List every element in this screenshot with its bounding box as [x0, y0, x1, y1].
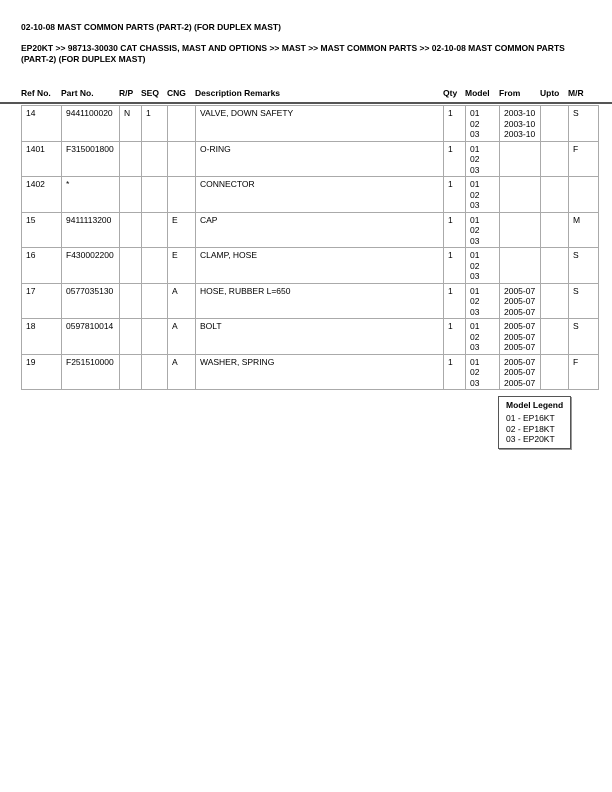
- cell-cng: E: [168, 212, 196, 248]
- cell-upto: [541, 248, 569, 284]
- cell-mr: S: [569, 248, 599, 284]
- cell-part-no: *: [62, 177, 120, 213]
- page-title: 02-10-08 MAST COMMON PARTS (PART-2) (FOR DUPLEX MAST): [21, 22, 281, 32]
- cell-rp: [120, 283, 142, 319]
- cell-rp: [120, 177, 142, 213]
- cell-ref-no: 16: [22, 248, 62, 284]
- cell-part-no: 9411113200: [62, 212, 120, 248]
- cell-description: O-RING: [196, 141, 444, 177]
- cell-from: 2005-07 2005-07 2005-07: [500, 319, 541, 355]
- cell-from: [500, 177, 541, 213]
- cell-cng: [168, 106, 196, 142]
- model-legend: [498, 396, 571, 449]
- cell-seq: 1: [142, 106, 168, 142]
- cell-qty: 1: [444, 177, 466, 213]
- column-header-seq: SEQ: [141, 88, 159, 98]
- cell-model: 01 02 03: [466, 354, 500, 390]
- legend-item: 03 - EP20KT: [506, 434, 555, 444]
- breadcrumb: EP20KT >> 98713-30030 CAT CHASSIS, MAST AND OPTIONS >> MAST >> MAST COMMON PARTS >> 02-10-08 MAST COMMON PARTS (PART-2) (FOR DUPLEX MAST): [21, 43, 565, 64]
- cell-qty: 1: [444, 212, 466, 248]
- cell-from: 2003-10 2003-10 2003-10: [500, 106, 541, 142]
- cell-seq: [142, 283, 168, 319]
- cell-from: [500, 212, 541, 248]
- cell-model: 01 02 03: [466, 141, 500, 177]
- cell-description: CONNECTOR: [196, 177, 444, 213]
- cell-part-no: F430002200: [62, 248, 120, 284]
- cell-mr: M: [569, 212, 599, 248]
- cell-mr: S: [569, 283, 599, 319]
- cell-mr: F: [569, 141, 599, 177]
- cell-upto: [541, 177, 569, 213]
- cell-cng: A: [168, 319, 196, 355]
- cell-qty: 1: [444, 106, 466, 142]
- cell-seq: [142, 212, 168, 248]
- column-header-cng: CNG: [167, 88, 186, 98]
- column-header-ref-no: Ref No.: [21, 88, 51, 98]
- cell-cng: A: [168, 283, 196, 319]
- cell-model: 01 02 03: [466, 212, 500, 248]
- column-header-mr: M/R: [568, 88, 584, 98]
- legend-title: Model Legend: [506, 400, 564, 410]
- cell-upto: [541, 212, 569, 248]
- cell-seq: [142, 354, 168, 390]
- cell-upto: [541, 354, 569, 390]
- header-divider: [0, 102, 612, 104]
- column-header-upto: Upto: [540, 88, 560, 98]
- cell-cng: E: [168, 248, 196, 284]
- cell-seq: [142, 319, 168, 355]
- cell-rp: [120, 212, 142, 248]
- column-header-from: From: [499, 88, 521, 98]
- table-row: [22, 283, 599, 319]
- cell-model: 01 02 03: [466, 106, 500, 142]
- cell-part-no: 0577035130: [62, 283, 120, 319]
- cell-mr: S: [569, 106, 599, 142]
- cell-rp: [120, 248, 142, 284]
- cell-ref-no: 19: [22, 354, 62, 390]
- cell-seq: [142, 141, 168, 177]
- cell-rp: [120, 354, 142, 390]
- cell-cng: A: [168, 354, 196, 390]
- cell-part-no: F251510000: [62, 354, 120, 390]
- cell-part-no: F315001800: [62, 141, 120, 177]
- cell-ref-no: 1401: [22, 141, 62, 177]
- table-row: [22, 177, 599, 213]
- cell-model: 01 02 03: [466, 248, 500, 284]
- cell-mr: S: [569, 319, 599, 355]
- cell-ref-no: 14: [22, 106, 62, 142]
- content-flow: [21, 105, 601, 449]
- cell-upto: [541, 106, 569, 142]
- cell-from: 2005-07 2005-07 2005-07: [500, 354, 541, 390]
- cell-model: 01 02 03: [466, 283, 500, 319]
- cell-ref-no: 1402: [22, 177, 62, 213]
- cell-upto: [541, 319, 569, 355]
- cell-upto: [541, 141, 569, 177]
- table-row: [22, 319, 599, 355]
- cell-cng: [168, 141, 196, 177]
- cell-ref-no: 18: [22, 319, 62, 355]
- cell-seq: [142, 248, 168, 284]
- cell-ref-no: 15: [22, 212, 62, 248]
- cell-part-no: 9441100020: [62, 106, 120, 142]
- column-header-description: Description Remarks: [195, 88, 281, 98]
- cell-from: [500, 141, 541, 177]
- cell-qty: 1: [444, 319, 466, 355]
- cell-model: 01 02 03: [466, 177, 500, 213]
- cell-from: [500, 248, 541, 284]
- cell-rp: N: [120, 106, 142, 142]
- cell-description: HOSE, RUBBER L=650: [196, 283, 444, 319]
- cell-description: BOLT: [196, 319, 444, 355]
- cell-ref-no: 17: [22, 283, 62, 319]
- cell-mr: F: [569, 354, 599, 390]
- cell-description: CAP: [196, 212, 444, 248]
- cell-rp: [120, 141, 142, 177]
- table-row: [22, 106, 599, 142]
- column-header-qty: Qty: [443, 88, 458, 98]
- cell-part-no: 0597810014: [62, 319, 120, 355]
- table-row: [22, 212, 599, 248]
- table-row: [22, 354, 599, 390]
- cell-model: 01 02 03: [466, 319, 500, 355]
- legend-item: 01 - EP16KT: [506, 413, 555, 423]
- table-row: [22, 141, 599, 177]
- parts-table: [21, 105, 599, 390]
- cell-description: VALVE, DOWN SAFETY: [196, 106, 444, 142]
- cell-from: 2005-07 2005-07 2005-07: [500, 283, 541, 319]
- cell-qty: 1: [444, 248, 466, 284]
- cell-qty: 1: [444, 354, 466, 390]
- legend-item: 02 - EP18KT: [506, 423, 555, 434]
- cell-qty: 1: [444, 283, 466, 319]
- cell-rp: [120, 319, 142, 355]
- cell-description: CLAMP, HOSE: [196, 248, 444, 284]
- cell-cng: [168, 177, 196, 213]
- cell-mr: [569, 177, 599, 213]
- column-header-model: Model: [465, 88, 490, 98]
- column-header-part-no: Part No.: [61, 88, 94, 98]
- cell-qty: 1: [444, 141, 466, 177]
- cell-upto: [541, 283, 569, 319]
- cell-seq: [142, 177, 168, 213]
- table-row: [22, 248, 599, 284]
- column-header-rp: R/P: [119, 88, 134, 98]
- cell-description: WASHER, SPRING: [196, 354, 444, 390]
